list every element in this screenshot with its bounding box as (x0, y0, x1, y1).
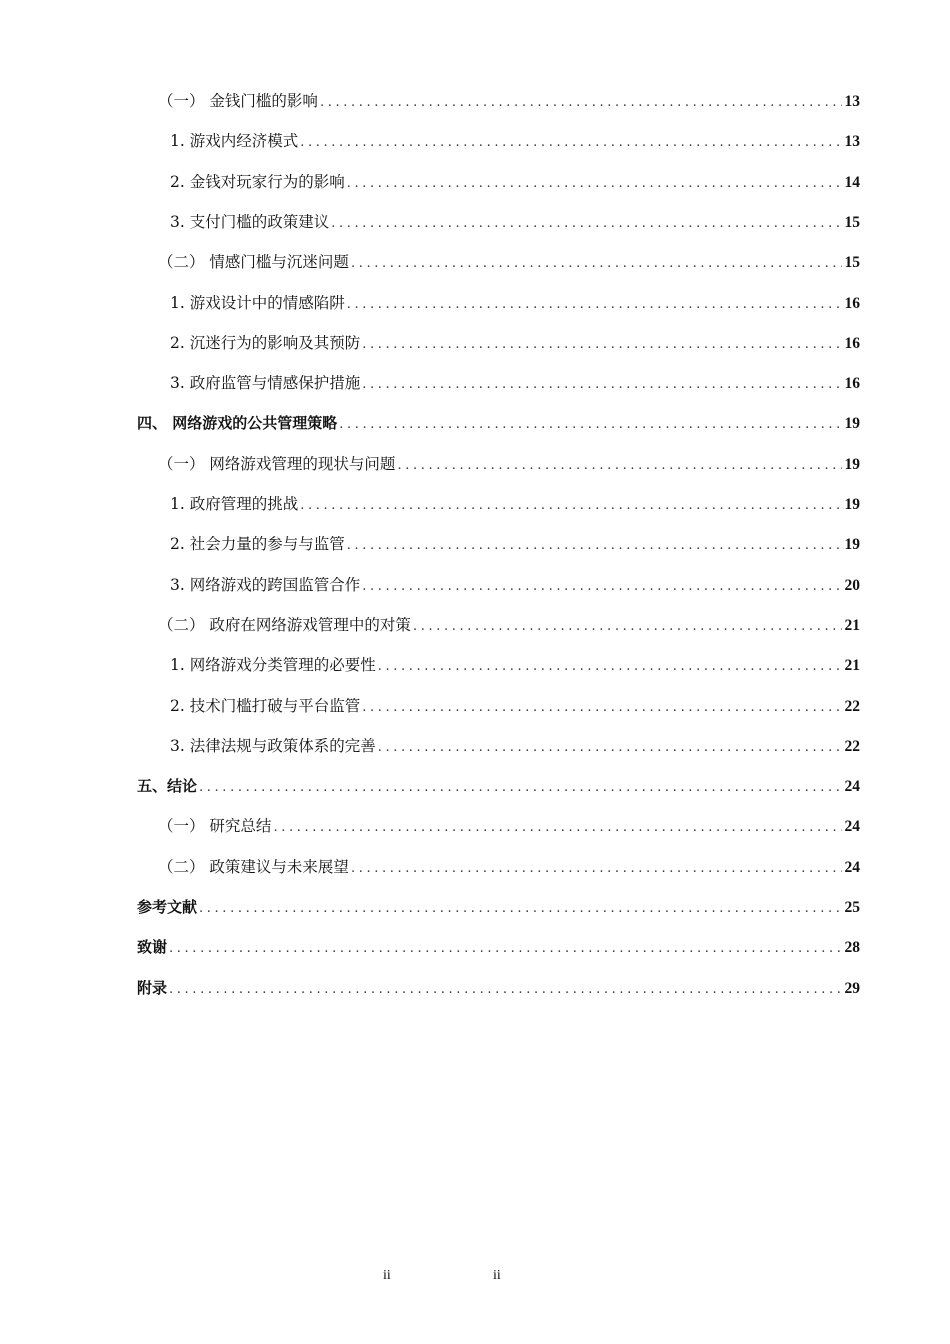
toc-entry-page: 20 (844, 576, 860, 594)
dot-leader (169, 937, 841, 961)
dot-leader (273, 816, 841, 840)
toc-entry-title: （一） 研究总结 (158, 817, 272, 836)
toc-entry-page: 13 (844, 93, 860, 110)
toc-entry[interactable] (158, 452, 860, 476)
dot-leader (413, 615, 842, 639)
toc-entry[interactable] (170, 129, 860, 153)
toc-entry-page: 13 (844, 133, 860, 151)
toc-entry-page: 19 (844, 455, 860, 473)
toc-entry[interactable] (170, 573, 860, 597)
toc-entry[interactable] (170, 734, 860, 758)
toc-entry[interactable] (158, 89, 860, 113)
dot-leader (300, 131, 841, 155)
dot-leader (347, 534, 842, 558)
toc-entry-page: 29 (844, 979, 860, 997)
dot-leader (199, 776, 841, 800)
page-number-left: ii (383, 1268, 391, 1283)
toc-entry-title: （二） 政策建议与未来展望 (158, 857, 349, 876)
toc-entry-page: 25 (844, 899, 860, 916)
toc-entry-page: 16 (844, 334, 860, 352)
toc-entry[interactable] (137, 411, 860, 435)
toc-entry-title: 2. 技术门槛打破与平台监管 (170, 696, 361, 715)
toc-entry[interactable] (137, 774, 860, 798)
toc-entry[interactable] (137, 895, 860, 919)
toc-entry-title: 1. 网络游戏分类管理的必要性 (170, 656, 376, 675)
toc-entry-title: 3. 法律法规与政策体系的完善 (170, 736, 376, 755)
dot-leader (347, 172, 842, 196)
toc-entry-page: 19 (844, 536, 860, 554)
toc-entry[interactable] (170, 371, 860, 395)
toc-entry-title: 2. 沉迷行为的影响及其预防 (170, 333, 361, 352)
toc-entry-title: 参考文献 (137, 898, 198, 916)
dot-leader (362, 333, 841, 357)
dot-leader (351, 857, 842, 881)
dot-leader (362, 373, 841, 397)
page-number-right: ii (493, 1268, 501, 1283)
toc-entry[interactable] (137, 935, 860, 959)
toc-entry-title: 致谢 (137, 938, 168, 957)
toc-entry[interactable] (170, 694, 860, 718)
toc-entry[interactable] (158, 855, 860, 879)
toc-entry-title: 2. 社会力量的参与与监管 (170, 535, 345, 554)
toc-entry-page: 15 (844, 213, 860, 231)
toc-entry-title: （一） 网络游戏管理的现状与问题 (158, 454, 396, 473)
toc-entry-title: 1. 游戏内经济模式 (170, 132, 299, 151)
dot-leader (351, 252, 842, 276)
toc-entry-title: 附录 (137, 978, 168, 997)
toc-entry-page: 24 (844, 818, 860, 836)
dot-leader (362, 696, 841, 720)
dot-leader (169, 978, 841, 1002)
toc-entry-title: （二） 情感门槛与沉迷问题 (158, 253, 349, 272)
toc-entry[interactable] (137, 976, 860, 1000)
dot-leader (199, 897, 841, 921)
toc-entry-page: 15 (844, 254, 860, 272)
dot-leader (339, 413, 841, 437)
dot-leader (300, 494, 841, 518)
toc-entry[interactable] (170, 291, 860, 315)
dot-leader (347, 293, 842, 317)
toc-entry-page: 19 (844, 415, 860, 433)
toc-entry[interactable] (158, 250, 860, 274)
toc-entry-page: 22 (844, 737, 860, 755)
toc-entry-page: 24 (844, 778, 860, 796)
toc-entry[interactable] (158, 613, 860, 637)
dot-leader (331, 212, 841, 236)
toc-entry[interactable] (170, 210, 860, 234)
toc-entry-title: 1. 游戏设计中的情感陷阱 (170, 293, 345, 312)
toc-entry-page: 19 (844, 496, 860, 513)
toc-entry[interactable] (170, 532, 860, 556)
toc-entry-title: （一） 金钱门槛的影响 (158, 92, 318, 110)
toc-entry[interactable] (158, 814, 860, 838)
toc-entry-page: 16 (844, 294, 860, 312)
toc-entry[interactable] (170, 492, 860, 516)
toc-entry-title: 3. 支付门槛的政策建议 (170, 212, 330, 231)
toc-entry-page: 14 (844, 173, 860, 191)
dot-leader (320, 91, 842, 115)
toc-entry-title: 2. 金钱对玩家行为的影响 (170, 172, 345, 191)
dot-leader (362, 575, 841, 599)
dot-leader (378, 736, 842, 760)
toc-entry-page: 28 (844, 939, 860, 957)
toc-entry-title: 3. 政府监管与情感保护措施 (170, 374, 361, 393)
toc-entry-page: 24 (844, 858, 860, 876)
toc-entry[interactable] (170, 170, 860, 194)
dot-leader (397, 454, 841, 478)
toc-entry-title: 四、 网络游戏的公共管理策略 (137, 414, 338, 433)
toc-entry[interactable] (170, 653, 860, 677)
toc-entry-title: 1. 政府管理的挑战 (170, 495, 299, 513)
toc-entry-title: 五、结论 (137, 777, 198, 796)
toc-entry-title: 3. 网络游戏的跨国监管合作 (170, 575, 361, 594)
toc-entry-page: 21 (844, 657, 860, 675)
dot-leader (378, 655, 842, 679)
toc-entry-page: 16 (844, 375, 860, 393)
toc-entry-title: （二） 政府在网络游戏管理中的对策 (158, 615, 411, 634)
toc-entry-page: 22 (844, 697, 860, 715)
toc-entry-page: 21 (844, 616, 860, 634)
toc-entry[interactable] (170, 331, 860, 355)
